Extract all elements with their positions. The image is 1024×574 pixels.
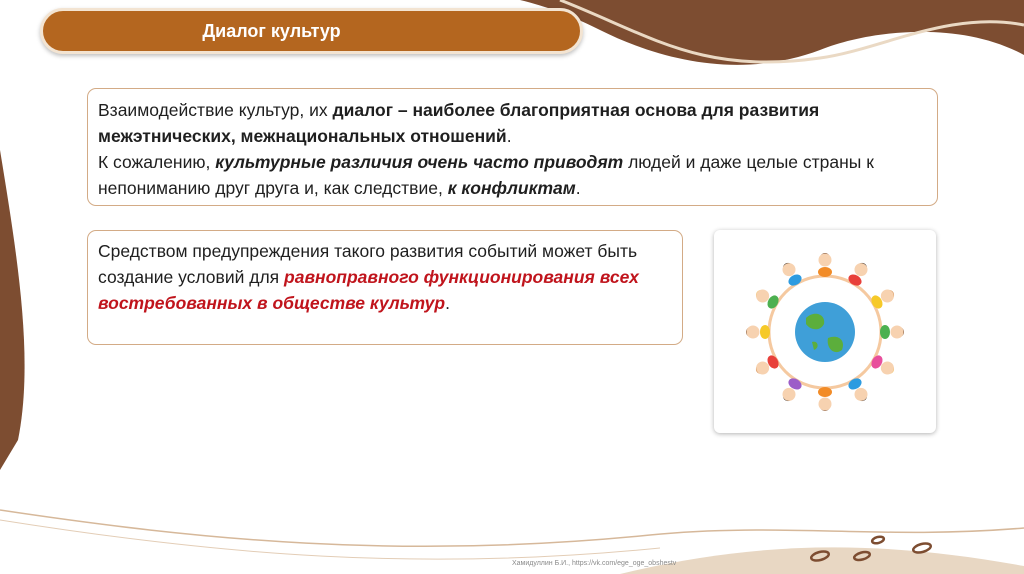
child-figure [756, 290, 781, 311]
text-run: Средством предупреждения такого развития событий может быть создание условий для [98, 241, 638, 287]
globe-illustration [714, 230, 936, 433]
child-figure [869, 290, 894, 311]
text-run-bold-italic: культурные различия очень часто приводят [215, 152, 624, 172]
child-figure [818, 387, 832, 411]
child-figure [880, 325, 904, 339]
children-around-globe-image [714, 230, 936, 433]
child-figure [846, 263, 867, 288]
child-figure [869, 353, 894, 374]
child-figure [846, 376, 867, 401]
globe-icon [795, 302, 855, 362]
text-run: . [506, 126, 512, 146]
child-figure [783, 263, 804, 288]
text-box-prevention [87, 230, 683, 345]
text-box-dialog [87, 88, 938, 206]
text-run-bold: диалог – наиболее благоприятная основа для развития межэтнических, межнациональных отношений [98, 100, 820, 146]
text-run: . [575, 178, 581, 198]
text-run: людей и даже целые страны к непониманию друг друга и, как следствие, [98, 152, 874, 198]
text-run: . [445, 293, 450, 313]
footer-credit: Хамидуллин Б.И., https://vk.com/ege_oge_obshestv [512, 560, 677, 567]
child-figure [818, 253, 832, 277]
text-run: Взаимодействие культур, их [98, 100, 333, 120]
child-figure [746, 325, 770, 339]
text-run-bold-italic: к конфликтам [447, 178, 576, 198]
text-run-red-bold-italic: равноправного функционирования всех востребованных в обществе культур [98, 267, 639, 313]
text-run: К сожалению, [98, 152, 216, 172]
title-bar [40, 8, 583, 54]
child-figure [756, 353, 781, 374]
slide-title: Диалог культур [202, 20, 341, 41]
child-figure [783, 376, 804, 401]
